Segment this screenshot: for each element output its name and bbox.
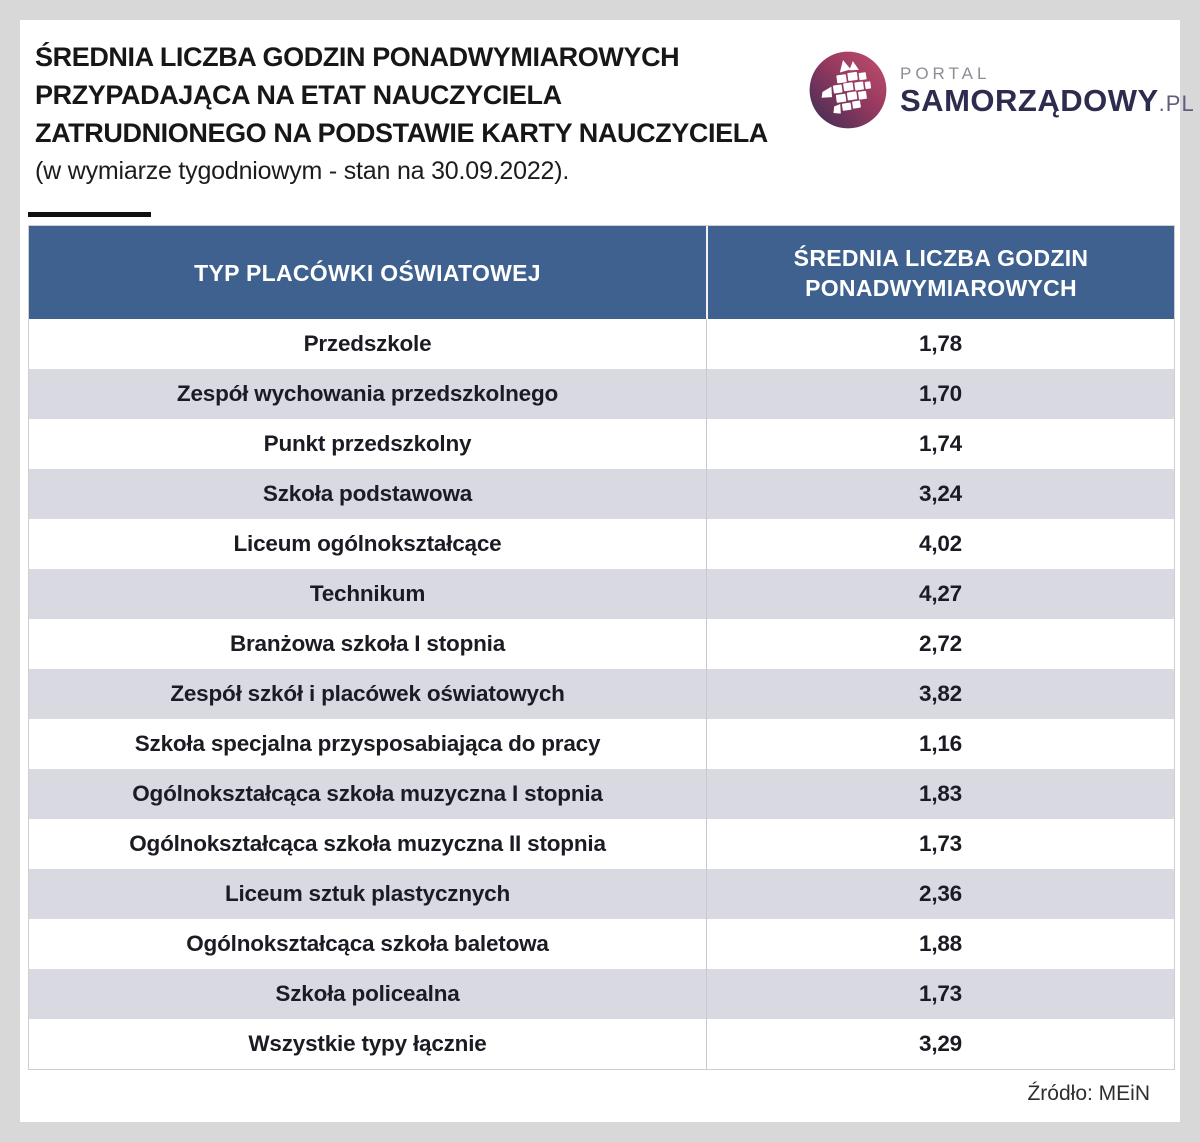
average-hours-cell: 1,83 — [706, 769, 1174, 819]
table-header-facility-type: TYP PLACÓWKI OŚWIATOWEJ — [194, 259, 541, 286]
average-hours-cell: 1,16 — [706, 719, 1174, 769]
average-hours-cell: 3,29 — [706, 1019, 1174, 1069]
facility-type-cell: Ogólnokształcąca szkoła muzyczna II stopnia — [129, 831, 606, 856]
facility-type-cell: Punkt przedszkolny — [263, 431, 472, 456]
logo-wordmark — [900, 60, 1195, 121]
portal-samorzadowy-logo — [808, 50, 1195, 130]
table-row — [29, 519, 1174, 569]
facility-type-cell: Wszystkie typy łącznie — [248, 1031, 487, 1056]
table-row — [29, 569, 1174, 619]
table-row — [29, 619, 1174, 669]
facility-type-cell: Branżowa szkoła I stopnia — [229, 631, 506, 656]
table-row — [29, 469, 1174, 519]
table-row — [29, 919, 1174, 969]
table-row — [29, 319, 1174, 369]
page-title — [35, 38, 835, 189]
facility-type-cell: Przedszkole — [303, 331, 432, 356]
source-note: Źródło: MEiN — [1027, 1082, 1150, 1105]
table-row — [29, 819, 1174, 869]
average-hours-cell: 3,24 — [706, 469, 1174, 519]
title-underline-dash — [28, 212, 151, 217]
table-row — [29, 1019, 1174, 1069]
facility-type-cell: Zespół szkół i placówek oświatowych — [170, 681, 565, 706]
facility-type-cell: Ogólnokształcąca szkoła muzyczna I stopnia — [132, 781, 603, 806]
logo-portal-text: PORTAL — [900, 63, 991, 83]
average-hours-cell: 2,36 — [706, 869, 1174, 919]
average-hours-cell: 2,72 — [706, 619, 1174, 669]
average-hours-cell: 3,82 — [706, 669, 1174, 719]
table-row — [29, 369, 1174, 419]
table-row — [29, 969, 1174, 1019]
average-hours-cell: 1,73 — [706, 819, 1174, 869]
table-header-average-hours-text: ŚREDNIA LICZBA GODZIN PONADWYMIAROWYCH — [793, 244, 1089, 301]
facility-type-cell: Liceum ogólnokształcące — [233, 531, 502, 556]
title-line-1: ŚREDNIA LICZBA GODZIN PONADWYMIAROWYCH — [35, 42, 680, 72]
table-row — [29, 419, 1174, 469]
table-row — [29, 769, 1174, 819]
facility-type-cell: Szkoła policealna — [275, 981, 460, 1006]
average-hours-cell: 1,88 — [706, 919, 1174, 969]
average-hours-cell: 1,74 — [706, 419, 1174, 469]
average-hours-cell: 4,27 — [706, 569, 1174, 619]
facility-type-cell: Ogólnokształcąca szkoła baletowa — [186, 931, 549, 956]
average-hours-cell: 1,70 — [706, 369, 1174, 419]
facility-type-cell: Szkoła podstawowa — [262, 481, 473, 506]
title-subtitle: (w wymiarze tygodniowym - stan na 30.09.2022). — [35, 157, 570, 185]
data-table — [28, 225, 1175, 1070]
table-row — [29, 669, 1174, 719]
title-line-2: PRZYPADAJĄCA NA ETAT NAUCZYCIELA — [35, 80, 562, 110]
table-row — [29, 719, 1174, 769]
table-header-average-hours — [706, 226, 1174, 319]
poland-map-logo-icon — [808, 50, 888, 130]
average-hours-cell: 1,78 — [706, 319, 1174, 369]
logo-name-text — [900, 84, 1195, 121]
table-body — [29, 319, 1174, 1069]
facility-type-cell: Szkoła specjalna przysposabiająca do pracy — [134, 731, 601, 756]
facility-type-cell: Liceum sztuk plastycznych — [224, 881, 511, 906]
average-hours-cell: 4,02 — [706, 519, 1174, 569]
logo-name: SAMORZĄDOWY — [900, 82, 1159, 118]
logo-tld-text: .PL — [1158, 90, 1195, 116]
title-line-3: ZATRUDNIONEGO NA PODSTAWIE KARTY NAUCZYCIELA — [35, 118, 768, 148]
average-hours-cell: 1,73 — [706, 969, 1174, 1019]
table-header-row — [29, 226, 1174, 319]
facility-type-cell: Zespół wychowania przedszkolnego — [176, 381, 559, 406]
infographic-canvas — [20, 20, 1195, 1122]
facility-type-cell: Technikum — [309, 581, 426, 606]
table-row — [29, 869, 1174, 919]
